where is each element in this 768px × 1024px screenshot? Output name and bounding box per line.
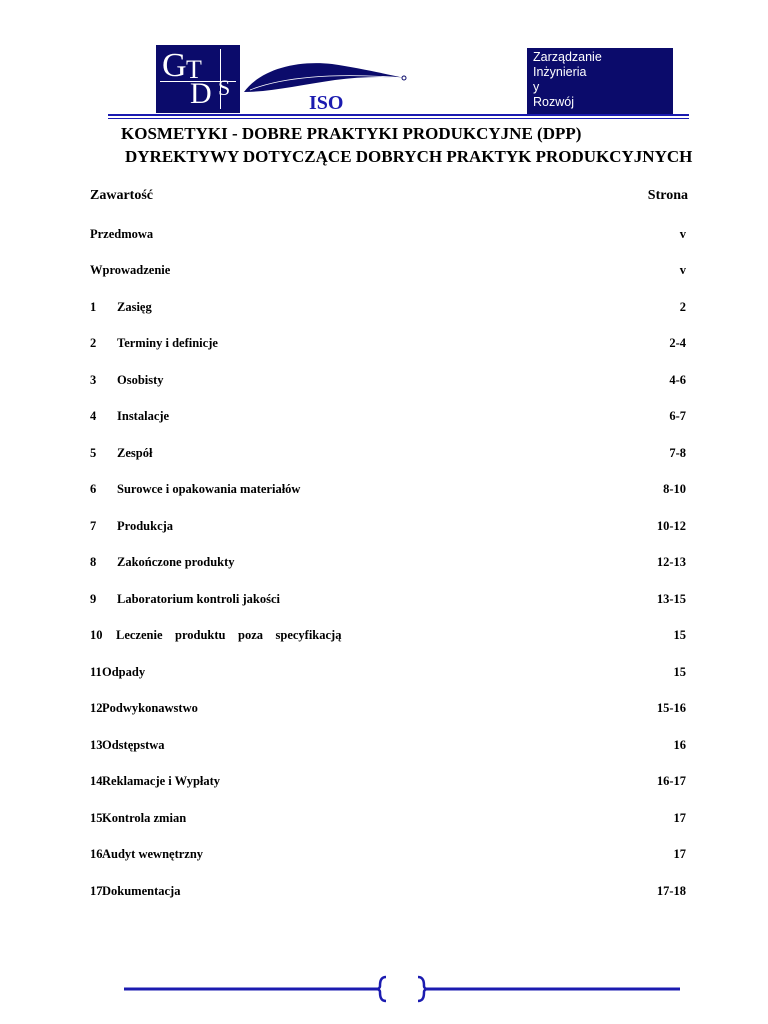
toc-number: 3 xyxy=(90,373,97,387)
toc-number: 7 xyxy=(90,519,97,533)
toc-title: Laboratorium kontroli jakości xyxy=(117,592,280,606)
toc-row xyxy=(90,774,686,790)
toc-title: Odstępstwa xyxy=(102,738,165,752)
toc-page: 17 xyxy=(673,811,686,825)
document-subtitle: DYREKTYWY DOTYCZĄCE DOBRYCH PRAKTYK PRODUKCYJNYCH xyxy=(125,147,693,166)
toc-number: 1 xyxy=(90,300,97,314)
toc-title: Przedmowa xyxy=(90,227,154,241)
toc-row xyxy=(90,884,686,900)
toc-title: Leczenie produktu poza specyfikacją xyxy=(116,628,342,642)
toc-title: Osobisty xyxy=(117,373,164,387)
logo-letter-d: D xyxy=(190,77,212,110)
toc-number: 15 xyxy=(90,811,103,825)
toc-page: 16-17 xyxy=(656,774,686,788)
toc-title: Terminy i definicje xyxy=(117,336,218,350)
toc-title: Produkcja xyxy=(117,519,174,533)
toc-heading-contents: Zawartość xyxy=(90,188,153,203)
toc-page: 10-12 xyxy=(656,519,686,533)
toc-title: Kontrola zmian xyxy=(102,811,187,825)
footer-ornament xyxy=(124,974,680,1004)
toc-page: 15 xyxy=(673,665,686,679)
toc-number: 17 xyxy=(90,884,103,898)
toc-number: 13 xyxy=(90,738,103,752)
toc-page: 15-16 xyxy=(656,701,686,715)
toc-number: 14 xyxy=(90,774,103,788)
logo-letter-s: S xyxy=(218,75,231,100)
toc-page: v xyxy=(679,263,686,277)
toc-number: 5 xyxy=(90,446,97,460)
toc-number: 2 xyxy=(90,336,97,350)
toc-page: 2 xyxy=(679,300,686,314)
toc-row xyxy=(90,701,686,717)
logo-letter-t: T xyxy=(186,55,202,84)
company-name-box xyxy=(527,48,673,114)
toc-row xyxy=(90,847,686,863)
toc-page: 17 xyxy=(673,847,686,861)
toc-row xyxy=(90,665,686,681)
toc-number: 11 xyxy=(90,665,102,679)
toc-title: Audyt wewnętrzny xyxy=(102,847,204,861)
toc-title: Zespół xyxy=(117,446,153,460)
toc-row xyxy=(90,482,686,498)
toc-number: 16 xyxy=(90,847,103,861)
toc-page: 15 xyxy=(673,628,686,642)
toc-title: Instalacje xyxy=(117,409,170,423)
toc-page: v xyxy=(679,227,686,241)
toc-row xyxy=(90,519,686,535)
toc-title: Dokumentacja xyxy=(102,884,181,898)
toc-row xyxy=(90,446,686,462)
toc-title: Zasięg xyxy=(117,300,152,314)
toc-row xyxy=(90,336,686,352)
toc-title: Podwykonawstwo xyxy=(102,701,198,715)
toc-page: 12-13 xyxy=(656,555,686,569)
logo-letter-g: G xyxy=(162,47,187,84)
toc-page: 7-8 xyxy=(669,446,686,460)
toc-row xyxy=(90,555,686,571)
toc-number: 6 xyxy=(90,482,97,496)
header-rule-thin xyxy=(108,118,689,119)
toc-row xyxy=(90,227,686,243)
toc-heading-page: Strona xyxy=(647,188,688,203)
toc-row xyxy=(90,373,686,389)
toc-page: 8-10 xyxy=(663,482,686,496)
toc-row xyxy=(90,628,686,644)
toc-number: 8 xyxy=(90,555,97,569)
toc-row xyxy=(90,409,686,425)
company-line-4: Rozwój xyxy=(533,95,574,109)
toc-page: 13-15 xyxy=(656,592,686,606)
company-logo xyxy=(156,45,240,113)
document-title: KOSMETYKI - DOBRE PRAKTYKI PRODUKCYJNE (DPP) xyxy=(121,124,582,143)
header-rule xyxy=(108,114,689,116)
toc-row xyxy=(90,592,686,608)
company-line-2: Inżynieria xyxy=(533,65,587,79)
toc-title: Zakończone produkty xyxy=(117,555,235,569)
toc-page: 4-6 xyxy=(669,373,686,387)
toc-title: Reklamacje i Wypłaty xyxy=(102,774,221,788)
toc-row xyxy=(90,263,686,279)
toc-title: Wprowadzenie xyxy=(90,263,171,277)
toc-title: Odpady xyxy=(102,665,146,679)
iso-label: ISO xyxy=(309,92,344,114)
toc-number: 9 xyxy=(90,592,97,606)
toc-page: 16 xyxy=(673,738,686,752)
company-line-1: Zarządzanie xyxy=(533,50,602,64)
company-line-3: y xyxy=(533,80,540,94)
toc-row xyxy=(90,811,686,827)
toc-row xyxy=(90,300,686,316)
toc-page: 17-18 xyxy=(656,884,686,898)
toc-row xyxy=(90,738,686,754)
toc-page: 6-7 xyxy=(669,409,686,423)
toc-page: 2-4 xyxy=(669,336,686,350)
toc-number: 4 xyxy=(90,409,97,423)
toc-number: 10 xyxy=(90,628,103,642)
toc-number: 12 xyxy=(90,701,103,715)
toc-title: Surowce i opakowania materiałów xyxy=(117,482,301,496)
